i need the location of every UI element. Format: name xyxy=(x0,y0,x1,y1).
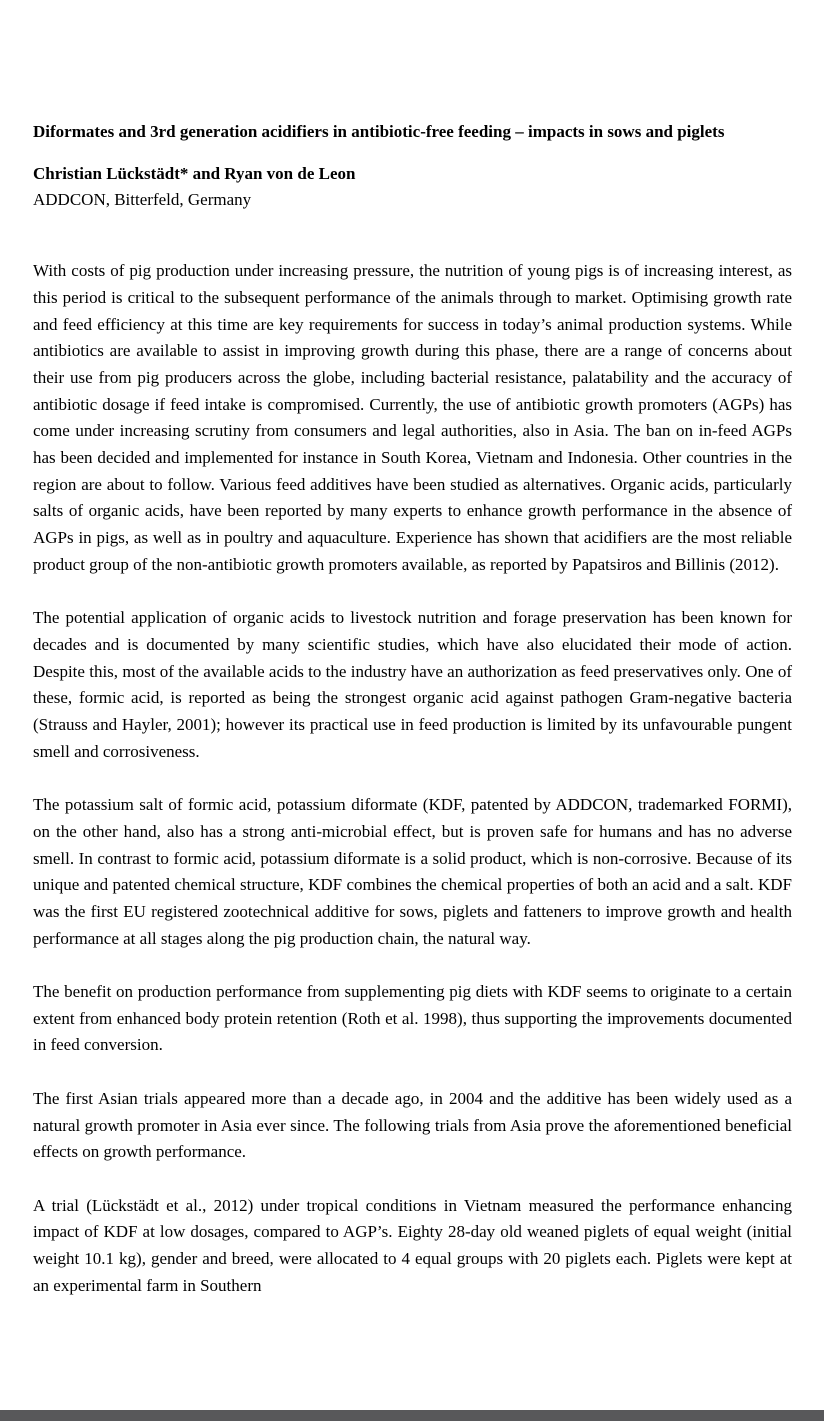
document-authors: Christian Lückstädt* and Ryan von de Leon xyxy=(33,163,356,183)
document-title: Diformates and 3rd generation acidifiers in antibiotic-free feeding – impacts in sows and piglets xyxy=(33,122,725,141)
paragraph-vietnam-trial: A trial (Lückstädt et al., 2012) under tropical conditions in Vietnam measured the performance enhancing impact of KDF at low dosages, compared to AGP’s. Eighty 28-day old weaned piglets of equal weight (initial weight 10.1 kg), gender and breed, were allocated to 4 equal groups with 20 piglets each. Piglets were kept at an experimental farm in Southern xyxy=(33,1195,792,1295)
paragraph-asian-trials: The first Asian trials appeared more than a decade ago, in 2004 and the additive has been widely used as a natural growth promoter in Asia ever since. The following trials from Asia prove the aforementioned beneficial effects on growth performance. xyxy=(33,1088,792,1162)
paragraph-production-benefit: The benefit on production performance from supplementing pig diets with KDF seems to originate to a certain extent from enhanced body protein retention (Roth et al. 1998), thus supporting the improvements documented in feed conversion. xyxy=(33,982,792,1055)
paragraph-organic-acids: The potential application of organic acids to livestock nutrition and forage preservation has been known for decades and is documented by many scientific studies, which have also elucidated their mode of action. Despite this, most of the available acids to the industry have an authorization as feed preservatives only. One of these, formic acid, is reported as being the strongest organic acid against pathogen Gram-negative bacteria (Strauss and Hayler, 2001); however its practical use in feed production is limited by its unfavourable pungent smell and corrosiveness. xyxy=(33,608,792,761)
paragraph-potassium-diformate: The potassium salt of formic acid, potassium diformate (KDF, patented by ADDCON, trademarked FORMI), on the other hand, also has a strong anti-microbial effect, but is proven safe for humans and has no adverse smell. In contrast to formic acid, potassium diformate is a solid product, which is non-corrosive. Because of its unique and patented chemical structure, KDF combines the chemical properties of both an acid and a salt. KDF was the first EU registered zootechnical additive for sows, piglets and fatteners to improve growth and health performance at all stages along the pig production chain, the natural way. xyxy=(33,795,792,948)
viewer-bottom-bar xyxy=(0,1410,824,1421)
document-affiliation: ADDCON, Bitterfeld, Germany xyxy=(33,190,252,210)
paragraph-introduction: With costs of pig production under increasing pressure, the nutrition of young pigs is of increasing interest, as this period is critical to the subsequent performance of the animals through to market. Optimising growth rate and feed efficiency at this time are key requirements for success in today’s animal production systems. While antibiotics are available to assist in improving growth during this phase, there are a range of concerns about their use from pig producers across the globe, including bacterial resistance, palatability and the accuracy of antibiotic dosage if feed intake is compromised. Currently, the use of antibiotic growth promoters (AGPs) has come under increasing scrutiny from consumers and legal authorities, also in Asia. The ban on in-feed AGPs has been decided and implemented for instance in South Korea, Vietnam and Indonesia. Other countries in the region are about to follow. Various feed additives have been studied as alternatives. Organic acids, particularly salts of organic acids, have been reported by many experts to enhance growth performance in the absence of AGPs in pigs, as well as in poultry and aquaculture. Experience has shown that acidifiers are the most reliable product group of the non-antibiotic growth promoters available, as reported by Papatsiros and Billinis (2012). xyxy=(33,261,792,574)
